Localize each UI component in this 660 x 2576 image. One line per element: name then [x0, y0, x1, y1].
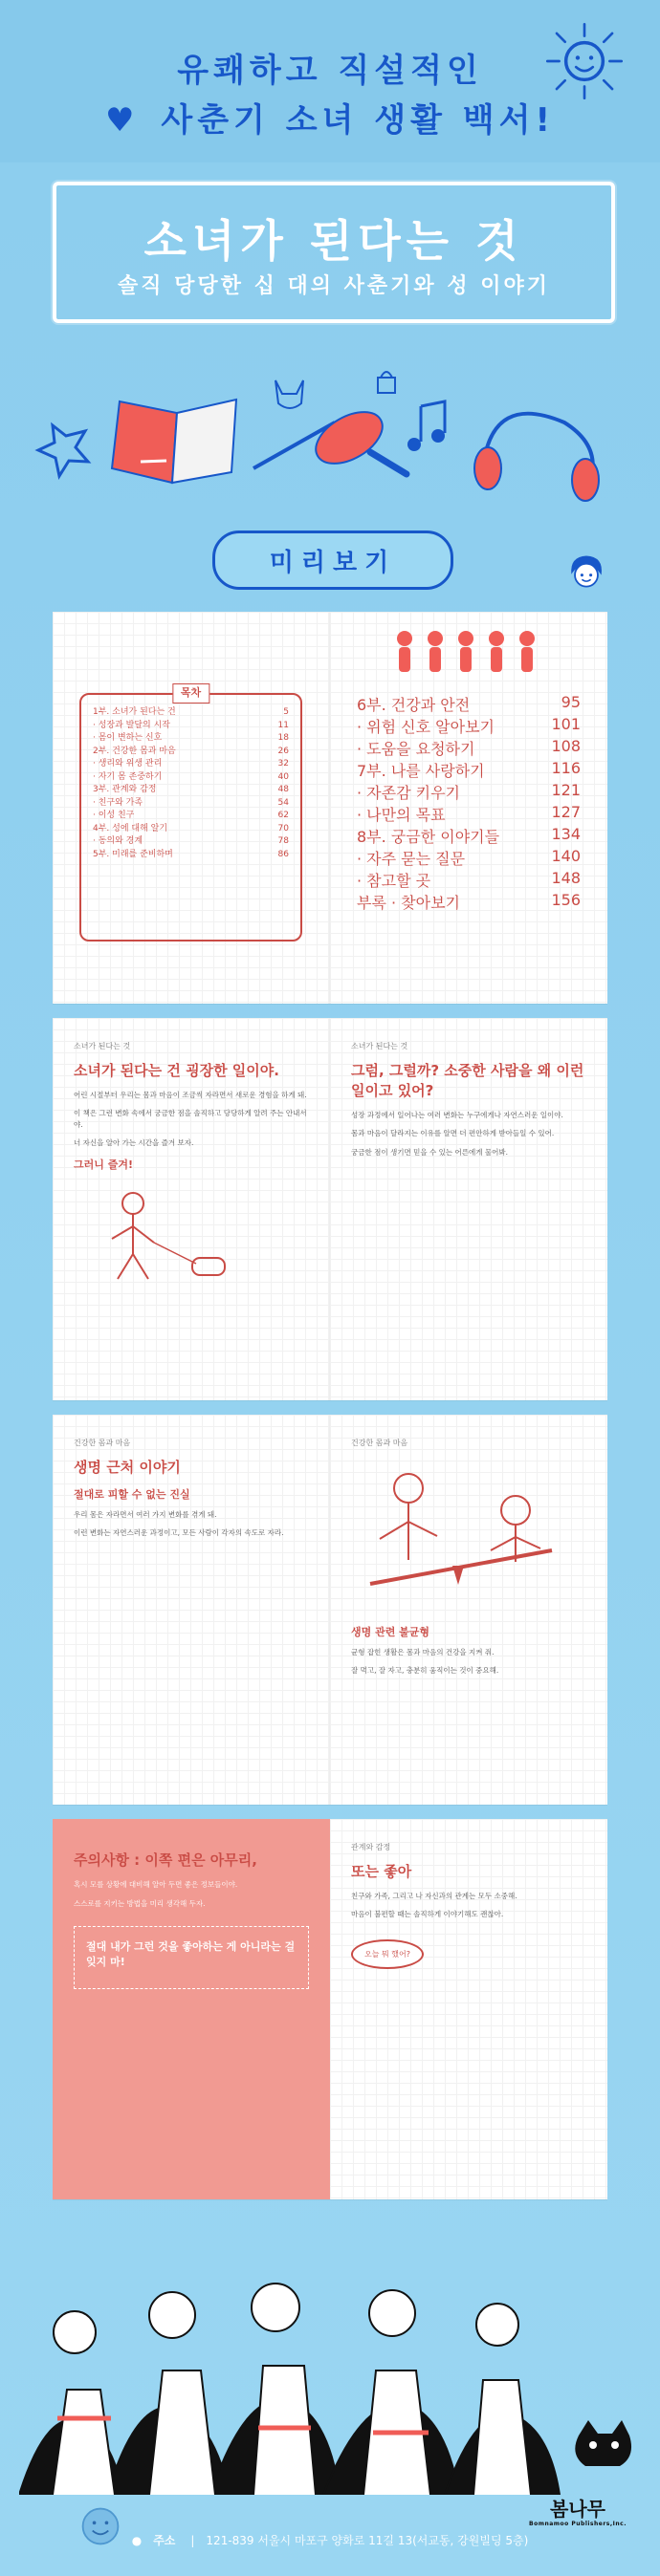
page-title: 주의사항 : 이쪽 편은 아무리, [74, 1851, 257, 1869]
book-title: 소녀가 된다는 것 [143, 215, 524, 267]
toc-line: · 몸이 변하는 신호 18 [93, 733, 289, 743]
callout-box [74, 1926, 309, 1989]
paragraph: 이 책은 그런 변화 속에서 궁금한 점을 솔직하고 당당하게 알려 주는 안내서야. [74, 1109, 307, 1129]
page-title: 또는 좋아 [351, 1862, 412, 1880]
footer-dot-icon: ● [131, 2533, 143, 2547]
paragraph: 우리 몸은 자라면서 여러 가지 변화를 겪게 돼. [74, 1509, 217, 1519]
paragraph: 잘 먹고, 잘 자고, 충분히 움직이는 것이 중요해. [351, 1666, 499, 1676]
toc-left-list [93, 706, 289, 861]
toc-line: · 친구와 가족 54 [93, 797, 289, 808]
preview3-left-page [53, 1415, 330, 1805]
paragraph: 마음이 불편할 때는 솔직하게 이야기해도 괜찮아. [351, 1910, 504, 1919]
paragraph: 몸과 마음이 달라지는 이유를 알면 더 편안하게 받아들일 수 있어. [351, 1129, 555, 1138]
toc-line: 1부. 소녀가 된다는 건 5 [93, 707, 289, 717]
footer-divider: | [190, 2533, 195, 2547]
toc-left-page [53, 612, 330, 1004]
toc-line: 7부. 나를 사랑하기 116 [357, 759, 581, 780]
toc-line: · 도움을 요청하기 108 [357, 737, 581, 758]
footer-label: 주소 [153, 2534, 176, 2547]
preview-panel-3 [53, 1415, 607, 1805]
lock-icon [378, 372, 395, 393]
toc-line: 6부. 건강과 안전 95 [357, 693, 581, 714]
sign-text: 그러니 즐겨! [74, 1158, 133, 1172]
title-box [53, 182, 615, 323]
doodle-row [33, 354, 607, 526]
toc-line: · 자존감 키우기 121 [357, 781, 581, 802]
paragraph: 너 자신을 알아 가는 시간을 즐겨 보자. [74, 1138, 194, 1148]
toc-line: 4부. 성에 대해 알기 70 [93, 823, 289, 833]
toc-badge: 목차 [172, 683, 209, 704]
music-note-icon [407, 401, 445, 451]
toc-line: 5부. 미래를 준비하며 86 [93, 849, 289, 859]
page-running-header: 건강한 몸과 마음 [351, 1439, 408, 1447]
toc-line: · 참고할 곳 148 [357, 869, 581, 890]
page-running-header: 소녀가 된다는 것 [351, 1042, 408, 1050]
page-title: 생명 근처 이야기 [74, 1458, 181, 1476]
book-drawing [112, 400, 236, 483]
highlight-text: 절대로 피할 수 없는 진실 [74, 1487, 190, 1501]
preview3-right-page [330, 1415, 607, 1805]
publisher-logo [529, 2500, 627, 2527]
toc-line: · 성장과 발달의 시작 11 [93, 720, 289, 730]
page-running-header: 소녀가 된다는 것 [74, 1042, 131, 1050]
preview4-right-page [330, 1819, 607, 2199]
dancing-girls-illustration [385, 621, 558, 688]
toc-line: · 자주 묻는 질문 140 [357, 847, 581, 868]
toc-line: 3부. 관계와 감정 48 [93, 785, 289, 794]
preview-tab[interactable]: 미리보기 [212, 530, 453, 590]
toc-line: · 이성 친구 62 [93, 811, 289, 820]
toc-panel [53, 612, 607, 1004]
family-illustration [351, 1455, 581, 1613]
toc-right-list [357, 693, 581, 913]
cat-doodle-icon [275, 380, 303, 408]
page-running-header: 관계와 감정 [351, 1843, 391, 1851]
sun-icon [542, 19, 627, 103]
publisher-subname: Bomnamoo Publishers,Inc. [529, 2521, 627, 2527]
toc-right-page [330, 612, 607, 1004]
preview2-right-page [330, 1018, 607, 1400]
book-subtitle: 솔직 당당한 십 대의 사춘기와 성 이야기 [118, 274, 550, 298]
heart-icon: ♥ [105, 101, 140, 140]
footer-address: 121-839 서울시 마포구 양화로 11길 13(서교동, 강원빌딩 5층) [206, 2534, 529, 2547]
girls-crowd-illustration [19, 2208, 641, 2495]
toc-line: · 위험 신호 알아보기 101 [357, 715, 581, 736]
toc-line: 부록 · 찾아보기 156 [357, 891, 581, 912]
headline-text: 사춘기 소녀 생활 백서! [161, 101, 555, 140]
toc-line: · 자기 몸 존중하기 40 [93, 771, 289, 782]
page-title: 소녀가 된다는 건 굉장한 일이야. [74, 1061, 279, 1079]
preview-header [0, 530, 660, 588]
paragraph: 스스로를 지키는 방법을 미리 생각해 두자. [74, 1898, 206, 1908]
walking-girl-dog-illustration [74, 1180, 246, 1294]
star-icon [38, 425, 88, 476]
girl-face-icon [564, 550, 608, 594]
hairbrush-drawing [307, 401, 407, 474]
paragraph: 어린 시절부터 우리는 몸과 마음이 조금씩 자라면서 새로운 경험을 하게 돼. [74, 1090, 307, 1099]
page-running-header: 건강한 몸과 마음 [74, 1439, 131, 1447]
preview2-left-page [53, 1018, 330, 1400]
preview-panel-4 [53, 1819, 607, 2199]
paragraph: 균형 잡힌 생활은 몸과 마음의 건강을 지켜 줘. [351, 1647, 495, 1656]
paragraph: 궁금한 점이 생기면 믿을 수 있는 어른에게 물어봐. [351, 1147, 508, 1157]
cat-icon [575, 2420, 631, 2466]
speech-bubble: 오늘 뭐 했어? [351, 1939, 424, 1969]
toc-line: · 나만의 목표 127 [357, 803, 581, 824]
callout-text: 절대 내가 그런 것을 좋아하는 게 아니라는 걸 잊지 마! [86, 1940, 296, 1969]
publisher-name: 봄나무 [550, 2498, 605, 2521]
paragraph: 친구와 가족, 그리고 나 자신과의 관계는 모두 소중해. [351, 1891, 517, 1900]
paragraph: 성장 과정에서 일어나는 여러 변화는 누구에게나 자연스러운 일이야. [351, 1110, 563, 1119]
headline-line1: 유쾌하고 직설적인 [177, 52, 483, 90]
paragraph: 혹시 모를 상황에 대비해 알아 두면 좋은 정보들이야. [74, 1880, 238, 1889]
speech-wrap [351, 1939, 586, 1969]
toc-line: · 생리와 위생 관리 32 [93, 759, 289, 768]
side-label: 생명 관련 불균형 [351, 1625, 430, 1638]
headphones-drawing [474, 414, 599, 501]
paragraph: 이런 변화는 자연스러운 과정이고, 모든 사람이 각자의 속도로 자라. [74, 1528, 284, 1538]
page-title: 그럼, 그럴까? 소중한 사람을 왜 이런 일이고 있어? [351, 1061, 584, 1099]
toc-line: 8부. 궁금한 이야기들 134 [357, 825, 581, 846]
toc-line: 2부. 건강한 몸과 마음 26 [93, 746, 289, 756]
toc-line: · 동의와 경계 78 [93, 836, 289, 846]
preview4-left-page [53, 1819, 330, 2199]
preview-panel-2 [53, 1018, 607, 1400]
toc-card [79, 686, 302, 942]
